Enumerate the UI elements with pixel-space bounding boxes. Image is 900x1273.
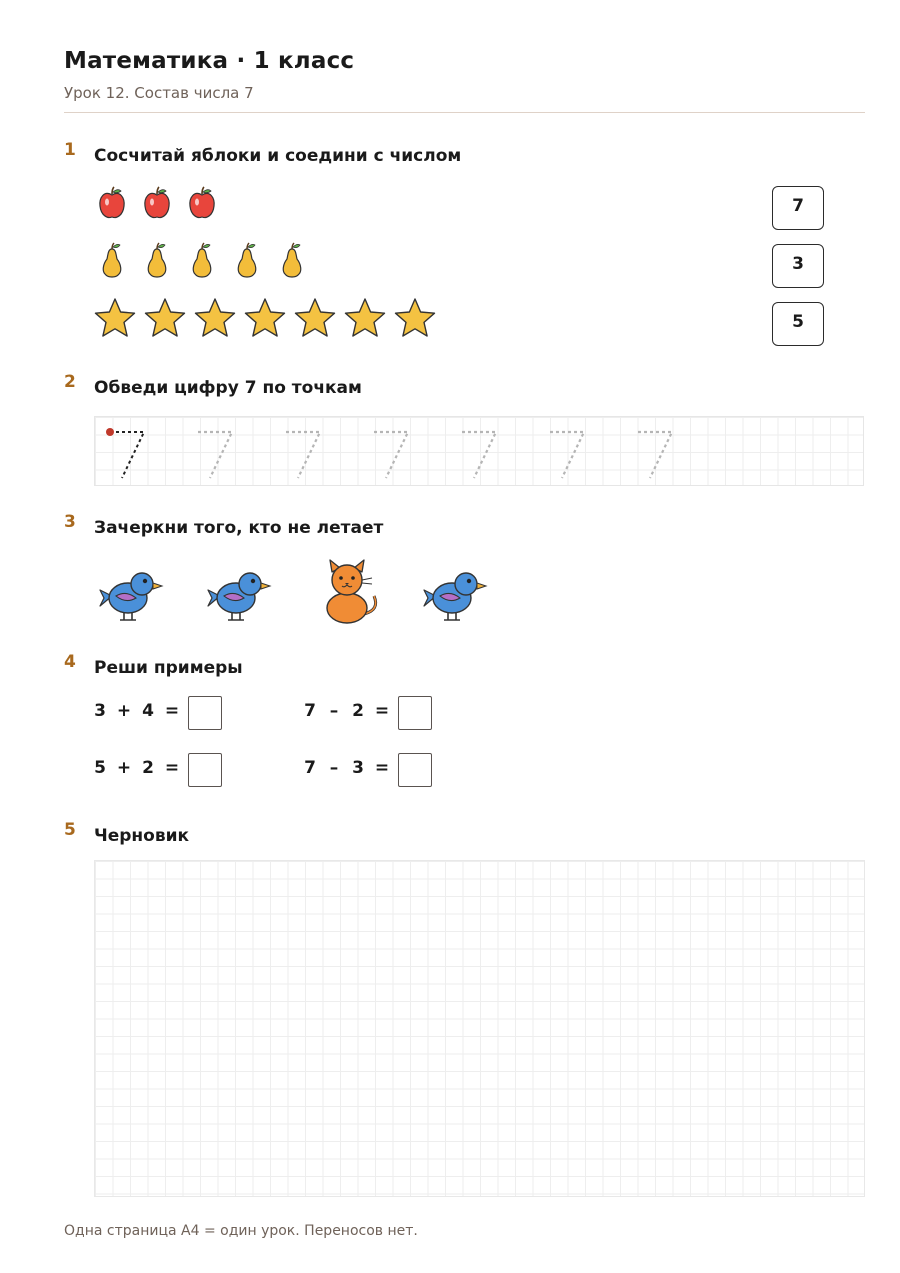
trace-digits [94,416,864,486]
star-icon [294,297,336,339]
example-4 [298,758,394,778]
operand: 7 [304,701,316,721]
equals-sign: = [374,758,390,778]
example-1 [88,701,184,721]
star-icon [144,297,186,339]
task-4-title: Реши примеры [94,658,243,678]
answer-box[interactable] [188,696,222,730]
operand: 3 [94,701,106,721]
task-1-title: Сосчитай яблоки и соедини с числом [94,146,462,166]
cat-icon[interactable] [318,558,384,626]
dotted-seven-icon [106,428,144,478]
operand: 3 [352,758,364,778]
operand: 7 [304,758,316,778]
draft-grid[interactable] [94,860,865,1197]
page-title: Математика · 1 класс [64,48,355,74]
answer-box[interactable] [398,753,432,787]
apple-row [94,184,334,228]
star-icon [244,297,286,339]
star-icon [94,297,136,339]
star-icon [194,297,236,339]
operand: 2 [142,758,154,778]
dotted-seven-icon [286,432,320,478]
apple-icon [188,184,216,222]
footer-note: Одна страница А4 = один урок. Переносов нет. [64,1223,418,1239]
example-3 [88,758,184,778]
task-2-number: 2 [64,372,76,392]
task-3-title: Зачеркни того, кто не летает [94,518,384,538]
bird-icon[interactable] [422,560,488,624]
number-box[interactable]: 7 [772,186,824,230]
apple-icon [98,184,126,222]
task-5-number: 5 [64,820,76,840]
operator: + [116,701,132,721]
apple-icon [143,184,171,222]
lesson-subtitle: Урок 12. Состав числа 7 [64,84,254,102]
answer-box[interactable] [188,753,222,787]
task-5-title: Черновик [94,826,190,846]
star-row [94,297,454,341]
header-divider [64,112,865,113]
task-1-number: 1 [64,140,76,160]
number-box[interactable]: 3 [772,244,824,288]
star-icon [344,297,386,339]
equals-sign: = [164,701,180,721]
dotted-seven-icon [374,432,408,478]
dotted-seven-icon [638,432,672,478]
dotted-seven-icon [550,432,584,478]
bird-icon[interactable] [206,560,272,624]
operand: 4 [142,701,154,721]
star-icon [394,297,436,339]
bird-icon[interactable] [98,560,164,624]
pear-icon [190,242,214,280]
operand: 5 [94,758,106,778]
equals-sign: = [374,701,390,721]
operator: – [329,701,339,721]
task-3-number: 3 [64,512,76,532]
pear-icon [145,242,169,280]
pear-icon [280,242,304,280]
operator: + [116,758,132,778]
answer-box[interactable] [398,696,432,730]
operator: – [329,758,339,778]
example-2 [298,701,394,721]
pear-icon [235,242,259,280]
dotted-seven-icon [462,432,496,478]
operand: 2 [352,701,364,721]
pear-icon [100,242,124,280]
equals-sign: = [164,758,180,778]
number-box[interactable]: 5 [772,302,824,346]
dotted-seven-icon [198,432,232,478]
pear-row [94,242,334,286]
task-2-title: Обведи цифру 7 по точкам [94,378,362,398]
task-4-number: 4 [64,652,76,672]
